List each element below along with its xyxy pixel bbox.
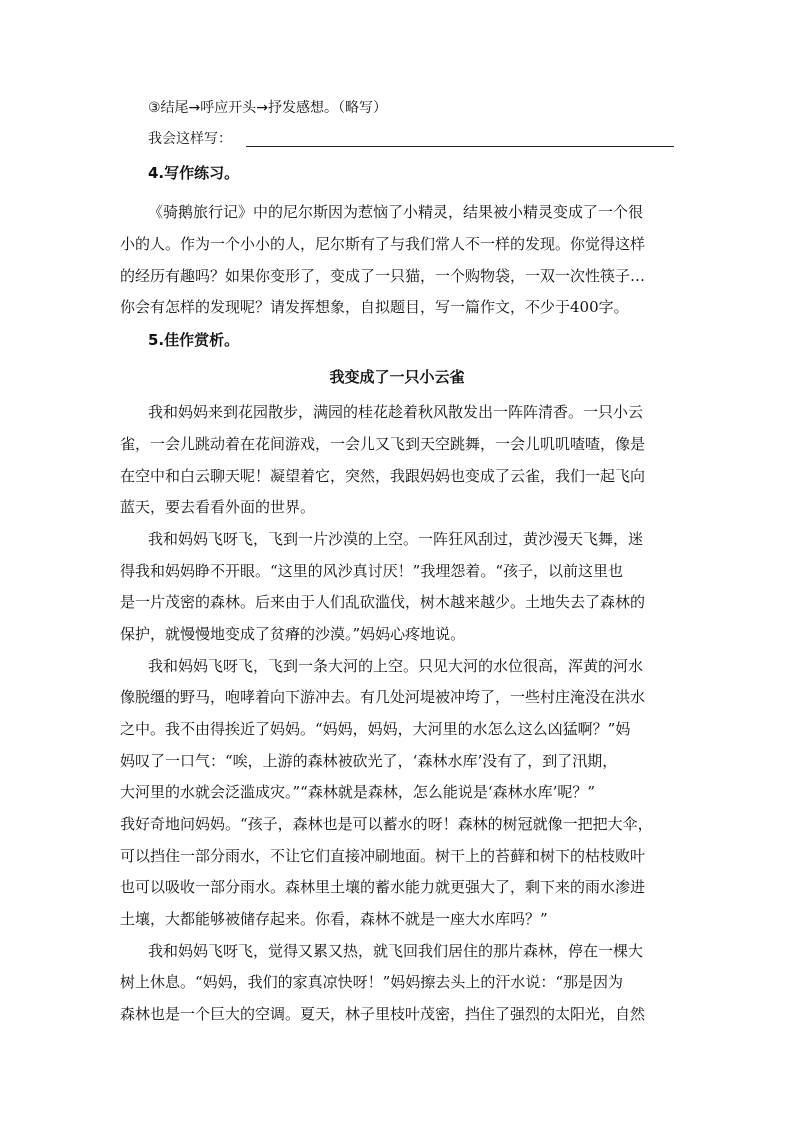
essay-paragraph-line: 是一片茂密的森林。后来由于人们乱砍滥伐，树木越来越少。土地失去了森林的 xyxy=(120,593,646,611)
section-4-heading: 4.写作练习。 xyxy=(148,164,240,182)
essay-paragraph-line: 土壤，大都能够被储存起来。你看，森林不就是一座大水库吗？” xyxy=(120,910,548,928)
essay-paragraph-line: 妈叹了一口气：“唉，上游的森林被砍光了，‘森林水库’没有了，到了汛期， xyxy=(120,752,618,770)
section-5-heading: 5.佳作赏析。 xyxy=(148,331,240,349)
essay-paragraph-line: 树上休息。“妈妈，我们的家真凉快呀！”妈妈擦去头上的汗水说：“那是因为 xyxy=(120,973,624,991)
essay-paragraph-line: 森林也是一个巨大的空调。夏天，林子里枝叶茂密，挡住了强烈的太阳光，自然 xyxy=(120,1005,646,1023)
essay-paragraph-line: 可以挡住一部分雨水，不让它们直接冲刷地面。树干上的苔藓和树下的枯枝败叶 xyxy=(120,847,646,865)
essay-paragraph-line: 我和妈妈飞呀飞，飞到一条大河的上空。只见大河的水位很高，浑黄的河水 xyxy=(148,657,644,675)
section-4-paragraph-line: 《骑鹅旅行记》中的尼尔斯因为惹恼了小精灵，结果被小精灵变成了一个很 xyxy=(148,203,644,221)
section-4-paragraph-line: 你会有怎样的发现呢？请发挥想象，自拟题目，写一篇作文，不少于400字。 xyxy=(120,298,629,316)
write-prompt-label: 我会这样写： xyxy=(148,131,232,147)
essay-paragraph-line: 雀，一会儿跳动着在花间游戏，一会儿又飞到天空跳舞，一会儿叽叽喳喳，像是 xyxy=(120,435,646,453)
essay-paragraph-line: 我和妈妈飞呀飞，觉得又累又热，就飞回我们居住的那片森林，停在一棵大 xyxy=(148,942,644,960)
section-4-paragraph-line: 的经历有趣吗？如果你变形了，变成了一只猫，一个购物袋，一双一次性筷子… xyxy=(120,267,646,285)
essay-paragraph-line: 也可以吸收一部分雨水。森林里土壤的蓄水能力就更强大了，剩下来的雨水渗进 xyxy=(120,878,646,896)
essay-title: 我变成了一只小云雀 xyxy=(329,368,465,386)
essay-paragraph-line: 像脱缰的野马，咆哮着向下游冲去。有几处河堤被冲垮了，一些村庄淹没在洪水 xyxy=(120,688,646,706)
essay-paragraph-line: 保护，就慢慢地变成了贫瘠的沙漠。”妈妈心疼地说。 xyxy=(120,625,466,643)
outline-step-3: ③结尾→呼应开头→抒发感想。（略写） xyxy=(148,100,388,116)
essay-paragraph-line: 我和妈妈来到花园散步，满园的桂花趁着秋风散发出一阵阵清香。一只小云 xyxy=(148,403,644,421)
essay-paragraph-line: 我和妈妈飞呀飞，飞到一片沙漠的上空。一阵狂风刮过，黄沙漫天飞舞，迷 xyxy=(148,530,644,548)
essay-paragraph-line: 大河里的水就会泛滥成灾。”“森林就是森林，怎么能说是‘森林水库’呢？” xyxy=(120,783,596,801)
essay-paragraph-line: 我好奇地问妈妈。“孩子，森林也是可以蓄水的呀！森林的树冠就像一把把大伞， xyxy=(120,815,653,833)
essay-paragraph-line: 在空中和白云聊天呢！凝望着它，突然，我跟妈妈也变成了云雀，我们一起飞向 xyxy=(120,467,646,485)
write-answer-blank-line[interactable] xyxy=(246,146,674,147)
essay-paragraph-line: 得我和妈妈睁不开眼。“这里的风沙真讨厌！”我埋怨着。“孩子，以前这里也 xyxy=(120,562,624,580)
section-4-paragraph-line: 小的人。作为一个小小的人，尼尔斯有了与我们常人不一样的发现。你觉得这样 xyxy=(120,235,646,253)
essay-paragraph-line: 蓝天，要去看看外面的世界。 xyxy=(120,498,316,516)
essay-paragraph-line: 之中。我不由得挨近了妈妈。“妈妈，妈妈，大河里的水怎么这么凶猛啊？”妈 xyxy=(120,720,631,738)
